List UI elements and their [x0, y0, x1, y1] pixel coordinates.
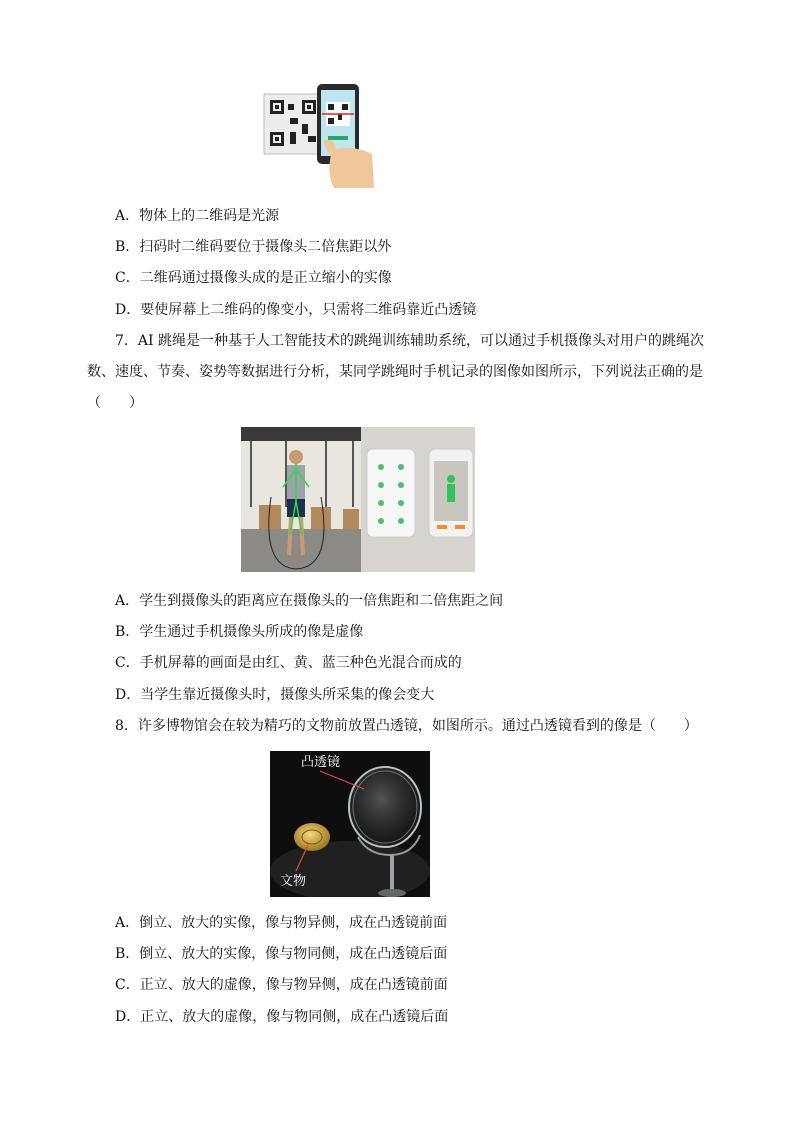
qr-scan-figure	[262, 84, 378, 192]
q8-option-b: B．倒立、放大的实像，像与物同侧，成在凸透镜后面	[115, 946, 448, 962]
q7-option-a: A．学生到摄像头的距离应在摄像头的一倍焦距和二倍焦距之间	[115, 593, 504, 609]
q6-option-c: C．二维码通过摄像头成的是正立缩小的实像	[115, 270, 392, 286]
q7-stem-line1: 7．AI 跳绳是一种基于人工智能技术的跳绳训练辅助系统，可以通过手机摄像头对用户的跳绳次	[115, 333, 704, 349]
q7-option-d: D．当学生靠近摄像头时，摄像头所采集的像会变大	[115, 687, 435, 703]
museum-lens-figure	[270, 751, 430, 897]
q6-option-a: A．物体上的二维码是光源	[115, 208, 280, 224]
q8-option-d: D．正立、放大的虚像，像与物同侧，成在凸透镜后面	[115, 1009, 449, 1025]
q6-option-d: D．要使屏幕上二维码的像变小，只需将二维码靠近凸透镜	[115, 302, 477, 318]
relic-label: 文物	[280, 873, 307, 888]
qr-scan-illustration	[262, 84, 378, 192]
q7-option-c: C．手机屏幕的画面是由红、黄、蓝三种色光混合而成的	[115, 655, 462, 671]
q6-option-b: B．扫码时二维码要位于摄像头二倍焦距以外	[115, 239, 392, 255]
q7-stem-line3: （ ）	[87, 395, 143, 411]
q7-stem-line2: 数、速度、节奏、姿势等数据进行分析，某同学跳绳时手机记录的图像如图所示，下列说法正确的是	[87, 364, 703, 380]
jump-rope-figure	[241, 427, 475, 572]
q8-stem: 8．许多博物馆会在较为精巧的文物前放置凸透镜，如图所示。通过凸透镜看到的像是（ ）	[115, 718, 698, 734]
jump-rope-photo	[241, 427, 475, 572]
q8-option-c: C．正立、放大的虚像，像与物异侧，成在凸透镜前面	[115, 977, 448, 993]
q7-option-b: B．学生通过手机摄像头所成的像是虚像	[115, 624, 364, 640]
q8-option-a: A．倒立、放大的实像，像与物异侧，成在凸透镜前面	[115, 915, 448, 931]
lens-label: 凸透镜	[301, 754, 341, 769]
